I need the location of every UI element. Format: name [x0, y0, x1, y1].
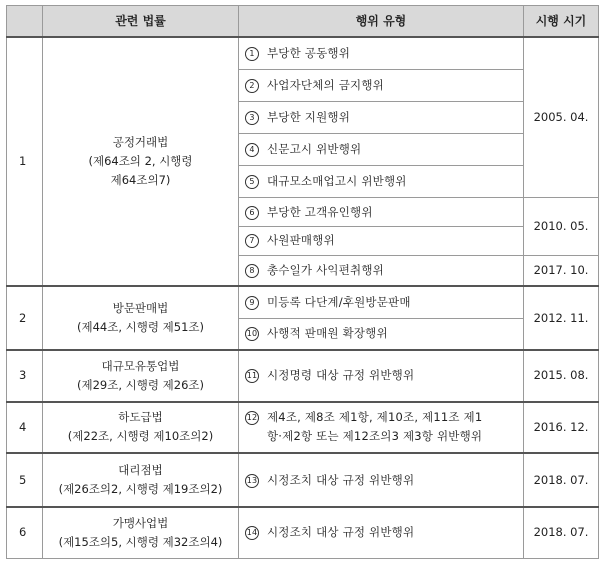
- law-article: (제64조의 2, 시행령: [88, 154, 193, 169]
- table-row: [7, 37, 599, 70]
- circled-number: 11: [245, 369, 259, 383]
- act-cell: [239, 37, 524, 70]
- law-cell: [43, 350, 239, 402]
- law-name: 대리점법: [118, 463, 163, 478]
- act-text: 신문고시 위반행위: [267, 142, 362, 157]
- act-text: 부당한 공동행위: [267, 46, 351, 61]
- table-row: [7, 402, 599, 454]
- act-cell: [239, 227, 524, 256]
- circled-number: 4: [245, 143, 259, 157]
- law-name: 가맹사업법: [112, 515, 169, 530]
- act-text: 부당한 고객유인행위: [267, 204, 373, 219]
- header-act: 행위 유형: [239, 6, 524, 38]
- law-cell: [43, 507, 239, 559]
- date-cell: 2015. 08.: [524, 350, 599, 402]
- date-cell: 2018. 07.: [524, 507, 599, 559]
- row-number: 4: [7, 402, 43, 454]
- circled-number: 8: [245, 264, 259, 278]
- act-text: 제4조, 제8조 제1항, 제10조, 제11조 제1: [267, 410, 483, 425]
- table-row: [7, 286, 599, 318]
- header-law: 관련 법률: [43, 6, 239, 38]
- row-number: 2: [7, 286, 43, 350]
- act-cell: [239, 166, 524, 198]
- act-cell: [239, 318, 524, 350]
- circled-number: 10: [245, 327, 259, 341]
- circled-number: 14: [245, 526, 259, 540]
- act-cell: [239, 453, 524, 507]
- law-article: (제29조, 시행령 제26조): [77, 377, 204, 392]
- act-cell: [239, 507, 524, 559]
- law-article: 제64조의7): [110, 173, 171, 188]
- act-text: 미등록 다단계/후원방문판매: [267, 295, 411, 310]
- date-cell: 2005. 04.: [524, 37, 599, 198]
- table-row: [7, 453, 599, 507]
- act-cell: [239, 350, 524, 402]
- date-cell: 2018. 07.: [524, 453, 599, 507]
- header-row: [7, 6, 599, 38]
- act-cell: [239, 134, 524, 166]
- header-no: [7, 6, 43, 38]
- law-name: 방문판매법: [112, 301, 169, 316]
- circled-number: 7: [245, 234, 259, 248]
- act-cell: [239, 286, 524, 318]
- act-cell: [239, 402, 524, 454]
- header-date: 시행 시기: [524, 6, 599, 38]
- law-name: 하도급법: [118, 410, 163, 425]
- act-cell: [239, 255, 524, 286]
- law-article: (제15조의5, 시행령 제32조의4): [58, 534, 223, 549]
- act-cell: [239, 102, 524, 134]
- row-number: 6: [7, 507, 43, 559]
- row-number: 3: [7, 350, 43, 402]
- law-name: 대규모유통업법: [101, 358, 180, 373]
- law-cell: [43, 453, 239, 507]
- law-name: 공정거래법: [112, 135, 169, 150]
- act-text: 시정명령 대상 규정 위반행위: [267, 368, 415, 383]
- circled-number: 3: [245, 111, 259, 125]
- act-text: 사업자단체의 금지행위: [267, 78, 384, 93]
- circled-number: 13: [245, 474, 259, 488]
- date-cell: 2010. 05.: [524, 198, 599, 256]
- law-article: (제26조의2, 시행령 제19조의2): [58, 482, 223, 497]
- act-cell: [239, 198, 524, 227]
- law-cell: [43, 37, 239, 286]
- circled-number: 5: [245, 175, 259, 189]
- act-text: 사원판매행위: [267, 233, 335, 248]
- act-text: 부당한 지원행위: [267, 110, 351, 125]
- table-row: [7, 350, 599, 402]
- law-cell: [43, 286, 239, 350]
- date-cell: 2012. 11.: [524, 286, 599, 350]
- date-cell: 2016. 12.: [524, 402, 599, 454]
- act-text: 시정조치 대상 규정 위반행위: [267, 525, 415, 540]
- law-violation-table: [6, 5, 599, 559]
- act-text: 대규모소매업고시 위반행위: [267, 174, 407, 189]
- circled-number: 6: [245, 206, 259, 220]
- circled-number: 1: [245, 47, 259, 61]
- act-text-continued: 항·제2항 또는 제12조의3 제3항 위반행위: [267, 429, 483, 444]
- law-cell: [43, 402, 239, 454]
- row-number: 5: [7, 453, 43, 507]
- table-row: [7, 507, 599, 559]
- circled-number: 2: [245, 79, 259, 93]
- row-number: 1: [7, 37, 43, 286]
- circled-number: 9: [245, 296, 259, 310]
- law-article: (제22조, 시행령 제10조의2): [67, 429, 214, 444]
- act-cell: [239, 70, 524, 102]
- circled-number: 12: [245, 411, 259, 425]
- act-text: 시정조치 대상 규정 위반행위: [267, 472, 415, 487]
- act-text: 사행적 판매원 확장행위: [267, 326, 388, 341]
- act-text: 총수일가 사익편취행위: [267, 263, 384, 278]
- law-article: (제44조, 시행령 제51조): [77, 320, 204, 335]
- date-cell: 2017. 10.: [524, 255, 599, 286]
